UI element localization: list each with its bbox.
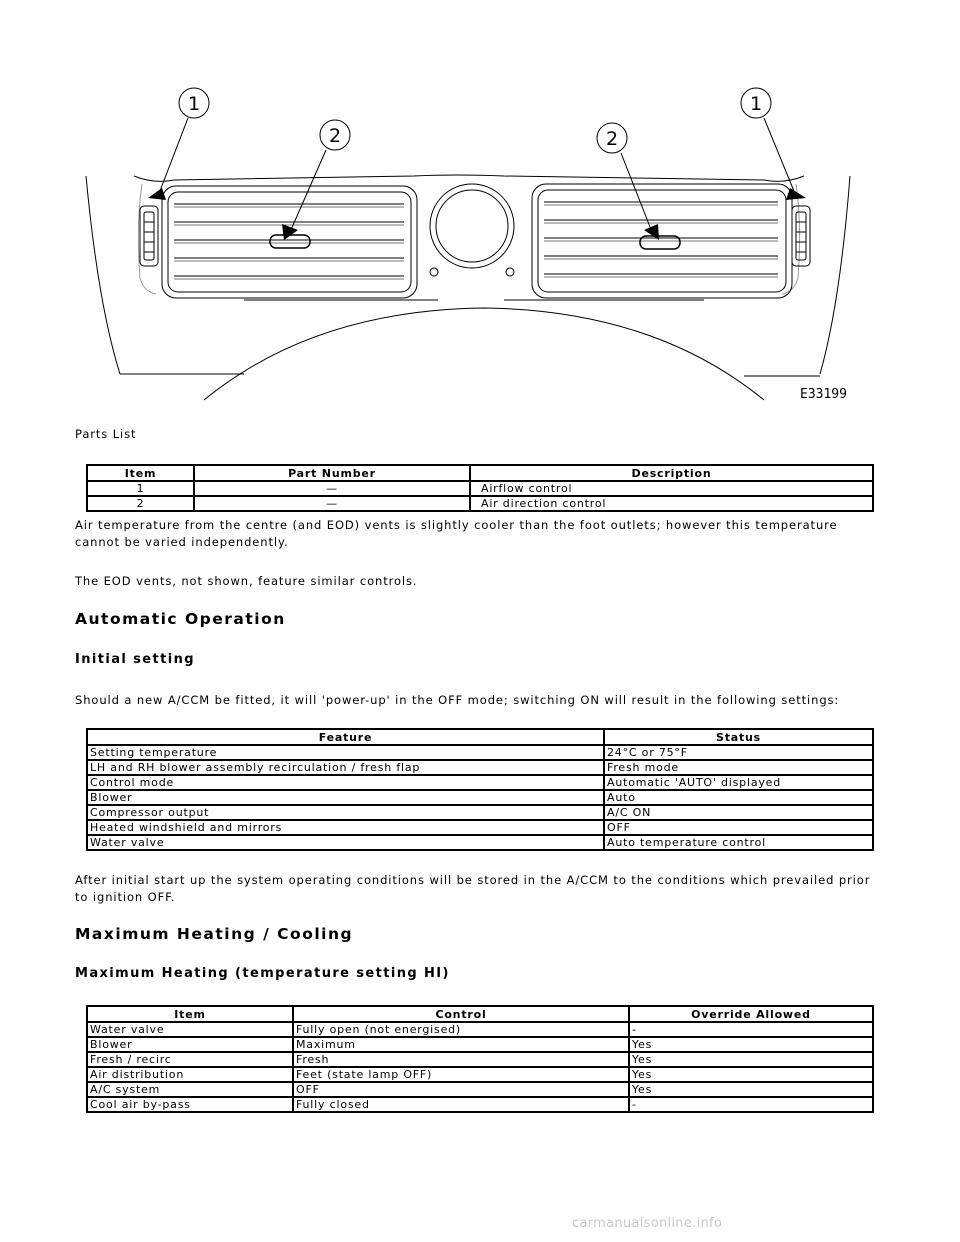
cell-item: A/C system	[87, 1082, 293, 1097]
cell-feature: Heated windshield and mirrors	[87, 820, 604, 835]
cell-control: Maximum	[293, 1037, 629, 1052]
feature-table-header	[87, 729, 873, 745]
header-override-allowed: Override Allowed	[629, 1006, 873, 1022]
heading-maximum-heating-cooling: Maximum Heating / Cooling	[75, 925, 354, 943]
cell-item: Water valve	[87, 1022, 293, 1037]
cell-item: 1	[87, 481, 194, 496]
heading-automatic-operation: Automatic Operation	[75, 610, 286, 628]
cell-item: Fresh / recirc	[87, 1052, 293, 1067]
cell-description: Air direction control	[470, 496, 873, 511]
figure-caption: Parts List	[75, 427, 137, 441]
cell-control: Fresh	[293, 1052, 629, 1067]
cell-control: OFF	[293, 1082, 629, 1097]
cell-control: Fully closed	[293, 1097, 629, 1112]
table-row	[87, 1022, 873, 1037]
cell-item: Cool air by-pass	[87, 1097, 293, 1112]
header-description: Description	[470, 465, 873, 481]
cell-control: Fully open (not energised)	[293, 1022, 629, 1037]
callout-2-right: 2	[605, 128, 619, 150]
header-status: Status	[604, 729, 873, 745]
callout-1-left: 1	[187, 93, 201, 115]
cell-description: Airflow control	[470, 481, 873, 496]
table-row	[87, 790, 873, 805]
cell-override: Yes	[629, 1067, 873, 1082]
figure-code: E33199	[800, 387, 847, 402]
heading-initial-setting: Initial setting	[75, 652, 195, 667]
cell-override: -	[629, 1097, 873, 1112]
parts-table	[86, 464, 874, 512]
cell-feature: Blower	[87, 790, 604, 805]
vent-diagram-svg	[84, 84, 854, 406]
cell-item: Blower	[87, 1037, 293, 1052]
table-row	[87, 1037, 873, 1052]
table-row	[87, 1097, 873, 1112]
table-row	[87, 1082, 873, 1097]
paragraph-eod-vents: The EOD vents, not shown, feature similar controls.	[75, 574, 418, 588]
watermark: carmanualsonline.info	[572, 1216, 723, 1231]
cell-status: Auto	[604, 790, 873, 805]
table-row	[87, 805, 873, 820]
feature-status-table	[86, 728, 874, 851]
table-row	[87, 775, 873, 790]
table-row	[87, 1052, 873, 1067]
cell-item: Air distribution	[87, 1067, 293, 1082]
cell-override: Yes	[629, 1037, 873, 1052]
callout-2-left: 2	[328, 125, 342, 147]
table-row	[87, 835, 873, 850]
header-feature: Feature	[87, 729, 604, 745]
cell-part-number: —	[194, 481, 470, 496]
header-control: Control	[293, 1006, 629, 1022]
cell-status: OFF	[604, 820, 873, 835]
cell-override: Yes	[629, 1082, 873, 1097]
table-row	[87, 496, 873, 511]
header-item: Item	[87, 1006, 293, 1022]
paragraph-after-start-up: After initial start up the system operating conditions will be stored in the A/CCM to the conditions which prevailed prior to ignition OFF.	[75, 873, 871, 904]
cell-feature: Compressor output	[87, 805, 604, 820]
cell-control: Feet (state lamp OFF)	[293, 1067, 629, 1082]
callout-1-right: 1	[749, 93, 763, 115]
cell-status: Auto temperature control	[604, 835, 873, 850]
cell-override: -	[629, 1022, 873, 1037]
cell-feature: LH and RH blower assembly recirculation / fresh flap	[87, 760, 604, 775]
paragraph-vent-temperature: Air temperature from the centre (and EOD) vents is slightly cooler than the foot outlets; however this temperature cannot be varied independently.	[75, 518, 838, 549]
cell-status: Fresh mode	[604, 760, 873, 775]
parts-table-header	[87, 465, 873, 481]
cell-status: 24°C or 75°F	[604, 745, 873, 760]
header-part-number: Part Number	[194, 465, 470, 481]
cell-status: A/C ON	[604, 805, 873, 820]
cell-part-number: —	[194, 496, 470, 511]
heading-maximum-heating-hi: Maximum Heating (temperature setting HI)	[75, 966, 450, 981]
control-override-table	[86, 1005, 874, 1113]
table-row	[87, 1067, 873, 1082]
cell-feature: Control mode	[87, 775, 604, 790]
vent-illustration	[84, 84, 854, 406]
cell-item: 2	[87, 496, 194, 511]
header-item: Item	[87, 465, 194, 481]
control-table-header	[87, 1006, 873, 1022]
table-row	[87, 820, 873, 835]
table-row	[87, 745, 873, 760]
table-row	[87, 481, 873, 496]
cell-status: Automatic 'AUTO' displayed	[604, 775, 873, 790]
cell-override: Yes	[629, 1052, 873, 1067]
cell-feature: Setting temperature	[87, 745, 604, 760]
cell-feature: Water valve	[87, 835, 604, 850]
table-row	[87, 760, 873, 775]
paragraph-power-up: Should a new A/CCM be fitted, it will 'power-up' in the OFF mode; switching ON will result in the following settings:	[75, 693, 840, 707]
